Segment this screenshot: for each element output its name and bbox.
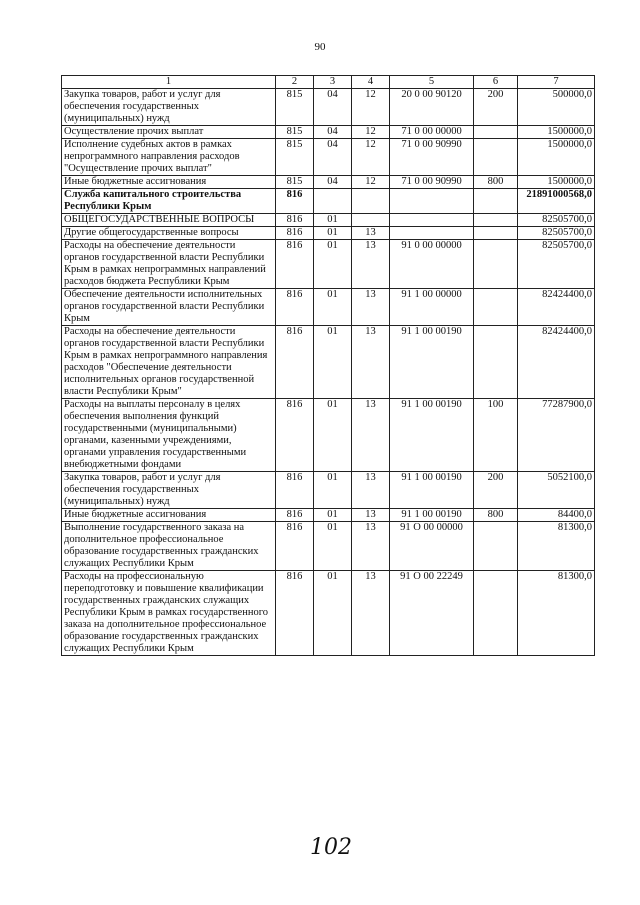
col-header-csr: 5 <box>390 76 474 89</box>
cell-pr: 13 <box>352 240 390 289</box>
cell-name: Расходы на обеспечение деятельности органов государственной власти Республики Крым в рамках непрограммного направления расходов "Обеспечение деятельности исполнительных органов государственной власти Республики Крым" <box>62 326 276 399</box>
cell-rz: 01 <box>314 227 352 240</box>
cell-csr: 91 1 00 00190 <box>390 399 474 472</box>
cell-name: Расходы на выплаты персоналу в целях обеспечения выполнения функций государственными (муниципальными) органами, казенными учреждениями, органами управления государственными внебюджетными фондами <box>62 399 276 472</box>
cell-pr: 13 <box>352 509 390 522</box>
cell-rz: 04 <box>314 89 352 126</box>
col-header-vr: 6 <box>474 76 518 89</box>
cell-vr <box>474 189 518 214</box>
cell-sum: 500000,0 <box>518 89 595 126</box>
table-row <box>62 214 595 227</box>
cell-rz <box>314 189 352 214</box>
table-row <box>62 509 595 522</box>
cell-csr: 91 1 00 00190 <box>390 472 474 509</box>
cell-name: Иные бюджетные ассигнования <box>62 176 276 189</box>
cell-pr: 12 <box>352 89 390 126</box>
cell-pr <box>352 214 390 227</box>
cell-ved: 816 <box>276 522 314 571</box>
cell-ved: 816 <box>276 289 314 326</box>
cell-ved: 816 <box>276 326 314 399</box>
cell-sum: 82505700,0 <box>518 227 595 240</box>
cell-name: Расходы на профессиональную переподготовку и повышение квалификации государственных гражданских служащих Республики Крым в рамках государственного заказа на дополнительное профессиональное образование государственных гражданских служащих Республики Крым <box>62 571 276 656</box>
col-header-name: 1 <box>62 76 276 89</box>
cell-name: Расходы на обеспечение деятельности органов государственной власти Республики Крым в рамках непрограммных направлений расходов бюджета Республики Крым <box>62 240 276 289</box>
cell-name: Иные бюджетные ассигнования <box>62 509 276 522</box>
table-row <box>62 189 595 214</box>
cell-vr <box>474 139 518 176</box>
table-row <box>62 176 595 189</box>
cell-csr <box>390 227 474 240</box>
cell-name: Закупка товаров, работ и услуг для обеспечения государственных (муниципальных) нужд <box>62 89 276 126</box>
cell-pr: 13 <box>352 399 390 472</box>
cell-ved: 816 <box>276 509 314 522</box>
cell-vr: 100 <box>474 399 518 472</box>
cell-name: Исполнение судебных актов в рамках непрограммного направления расходов "Осуществление прочих выплат" <box>62 139 276 176</box>
cell-vr <box>474 326 518 399</box>
cell-pr: 13 <box>352 227 390 240</box>
table-row <box>62 89 595 126</box>
cell-rz: 01 <box>314 571 352 656</box>
cell-rz: 01 <box>314 522 352 571</box>
cell-rz: 01 <box>314 472 352 509</box>
cell-pr: 12 <box>352 139 390 176</box>
cell-pr: 13 <box>352 289 390 326</box>
cell-ved: 815 <box>276 176 314 189</box>
cell-csr: 91 1 00 00190 <box>390 326 474 399</box>
table-row <box>62 240 595 289</box>
cell-rz: 04 <box>314 139 352 176</box>
cell-csr: 91 О 00 22249 <box>390 571 474 656</box>
cell-pr: 13 <box>352 571 390 656</box>
cell-rz: 01 <box>314 326 352 399</box>
cell-name: Другие общегосударственные вопросы <box>62 227 276 240</box>
cell-ved: 816 <box>276 472 314 509</box>
page-number: 90 <box>314 41 326 53</box>
cell-sum: 82505700,0 <box>518 214 595 227</box>
cell-csr: 20 0 00 90120 <box>390 89 474 126</box>
cell-vr <box>474 289 518 326</box>
cell-csr: 91 1 00 00000 <box>390 289 474 326</box>
col-header-rz: 3 <box>314 76 352 89</box>
cell-vr <box>474 227 518 240</box>
col-header-pr: 4 <box>352 76 390 89</box>
table-row <box>62 399 595 472</box>
cell-pr <box>352 189 390 214</box>
table-row <box>62 126 595 139</box>
cell-vr <box>474 522 518 571</box>
table-row <box>62 326 595 399</box>
cell-rz: 01 <box>314 509 352 522</box>
cell-vr: 200 <box>474 89 518 126</box>
cell-sum: 1500000,0 <box>518 176 595 189</box>
header-row <box>62 76 595 89</box>
cell-csr <box>390 189 474 214</box>
cell-csr: 91 О 00 00000 <box>390 522 474 571</box>
cell-vr <box>474 126 518 139</box>
cell-sum: 84400,0 <box>518 509 595 522</box>
cell-name: Выполнение государственного заказа на дополнительное профессиональное образование государственных гражданских служащих Республики Крым <box>62 522 276 571</box>
cell-csr: 71 0 00 00000 <box>390 126 474 139</box>
table-body <box>62 89 595 656</box>
cell-sum: 77287900,0 <box>518 399 595 472</box>
table-row <box>62 227 595 240</box>
cell-vr: 800 <box>474 509 518 522</box>
cell-sum: 82505700,0 <box>518 240 595 289</box>
cell-ved: 815 <box>276 139 314 176</box>
cell-pr: 13 <box>352 326 390 399</box>
cell-rz: 04 <box>314 126 352 139</box>
cell-sum: 81300,0 <box>518 571 595 656</box>
handwritten-page-mark: 102 <box>310 835 352 860</box>
cell-vr <box>474 571 518 656</box>
cell-sum: 21891000568,0 <box>518 189 595 214</box>
table-row <box>62 289 595 326</box>
cell-csr: 71 0 00 90990 <box>390 139 474 176</box>
cell-name: Служба капитального строительства Республики Крым <box>62 189 276 214</box>
cell-csr: 91 1 00 00190 <box>390 509 474 522</box>
cell-sum: 5052100,0 <box>518 472 595 509</box>
cell-vr: 200 <box>474 472 518 509</box>
table-row <box>62 571 595 656</box>
cell-pr: 12 <box>352 126 390 139</box>
budget-table <box>61 75 595 656</box>
cell-pr: 13 <box>352 522 390 571</box>
table-row <box>62 472 595 509</box>
cell-sum: 1500000,0 <box>518 139 595 176</box>
cell-name: ОБЩЕГОСУДАРСТВЕННЫЕ ВОПРОСЫ <box>62 214 276 227</box>
cell-ved: 816 <box>276 240 314 289</box>
cell-sum: 81300,0 <box>518 522 595 571</box>
cell-ved: 816 <box>276 399 314 472</box>
cell-pr: 12 <box>352 176 390 189</box>
cell-rz: 04 <box>314 176 352 189</box>
cell-vr: 800 <box>474 176 518 189</box>
cell-ved: 816 <box>276 189 314 214</box>
cell-sum: 1500000,0 <box>518 126 595 139</box>
cell-ved: 815 <box>276 89 314 126</box>
cell-ved: 815 <box>276 126 314 139</box>
cell-vr <box>474 214 518 227</box>
col-header-sum: 7 <box>518 76 595 89</box>
cell-sum: 82424400,0 <box>518 289 595 326</box>
cell-csr: 91 0 00 00000 <box>390 240 474 289</box>
cell-ved: 816 <box>276 571 314 656</box>
cell-name: Осуществление прочих выплат <box>62 126 276 139</box>
cell-pr: 13 <box>352 472 390 509</box>
cell-name: Обеспечение деятельности исполнительных органов государственной власти Республики Крым <box>62 289 276 326</box>
cell-vr <box>474 240 518 289</box>
cell-rz: 01 <box>314 399 352 472</box>
cell-sum: 82424400,0 <box>518 326 595 399</box>
cell-name: Закупка товаров, работ и услуг для обеспечения государственных (муниципальных) нужд <box>62 472 276 509</box>
table-row <box>62 522 595 571</box>
cell-ved: 816 <box>276 214 314 227</box>
table-row <box>62 139 595 176</box>
cell-csr: 71 0 00 90990 <box>390 176 474 189</box>
col-header-ved: 2 <box>276 76 314 89</box>
cell-rz: 01 <box>314 214 352 227</box>
cell-rz: 01 <box>314 240 352 289</box>
cell-csr <box>390 214 474 227</box>
cell-ved: 816 <box>276 227 314 240</box>
cell-rz: 01 <box>314 289 352 326</box>
